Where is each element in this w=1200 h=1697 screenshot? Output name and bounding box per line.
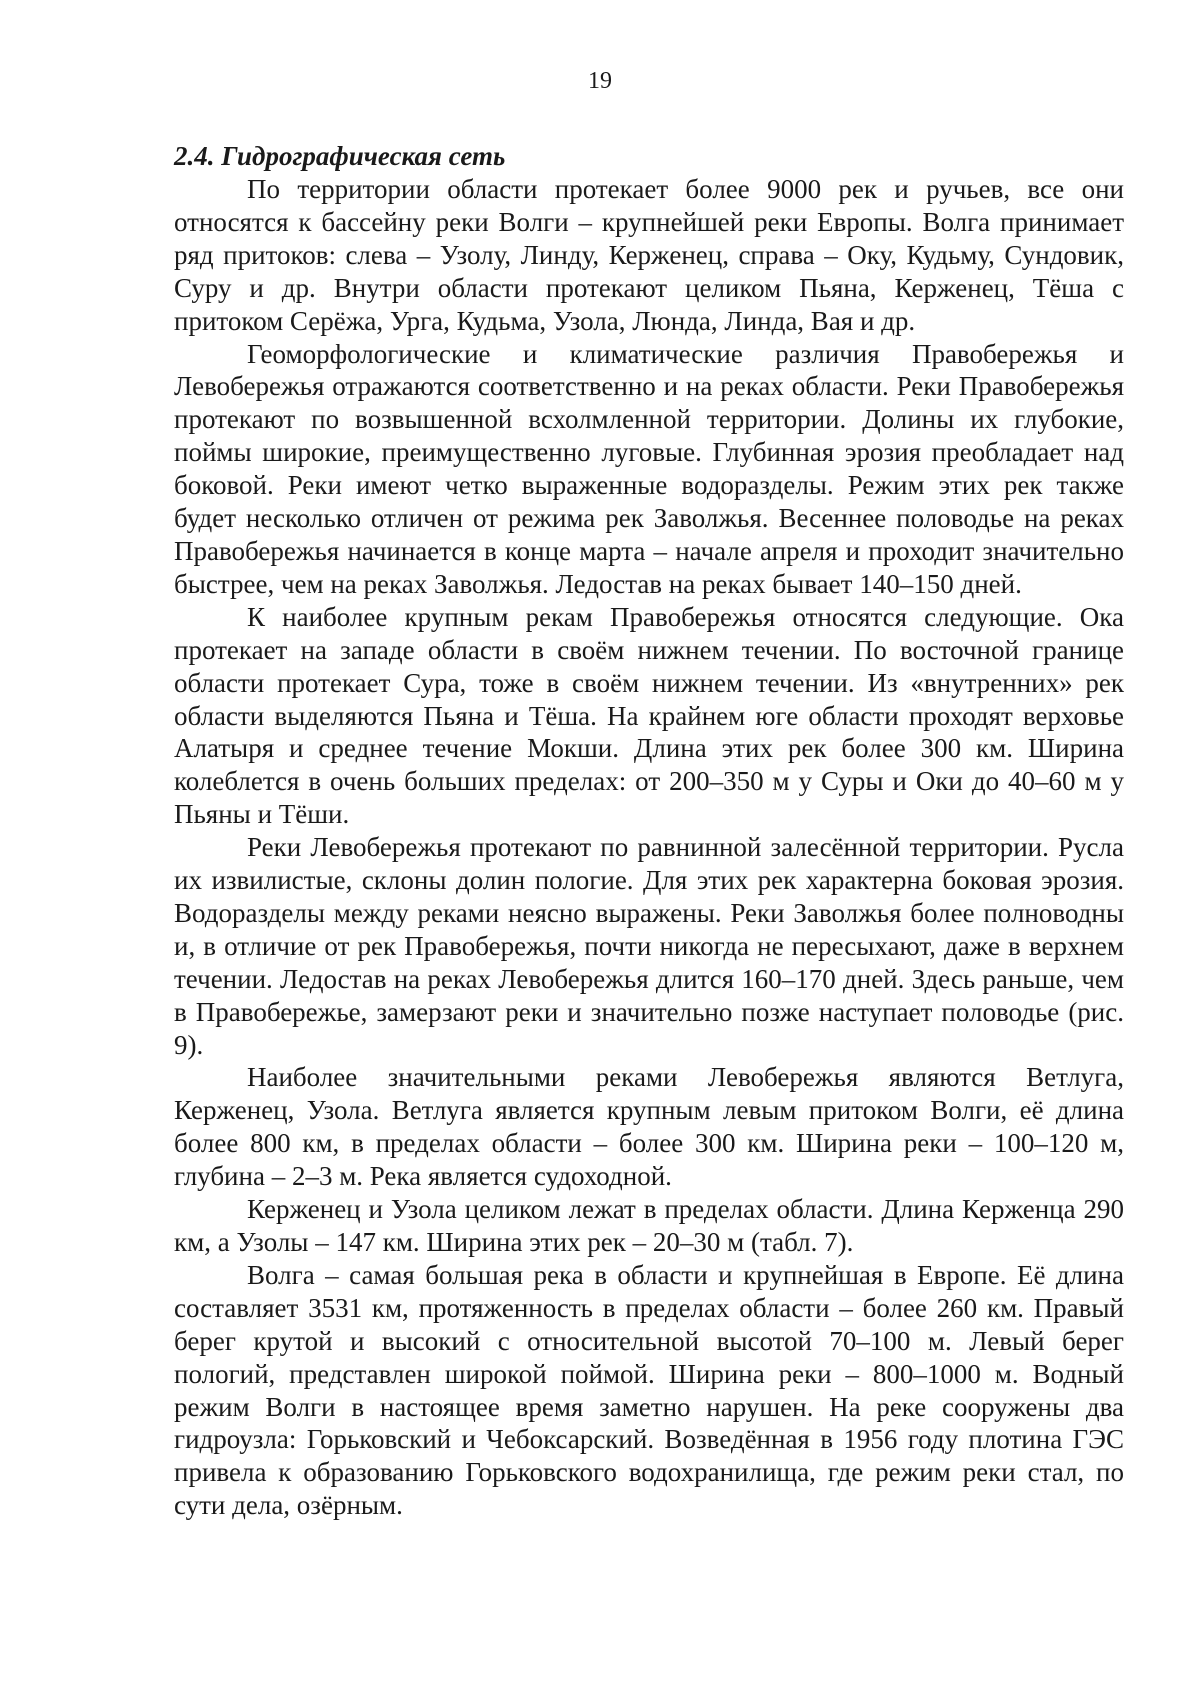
section-heading: 2.4. Гидрографическая сеть	[174, 141, 506, 171]
paragraph-kerzhenets-uzola: Керженец и Узола целиком лежат в пределах области. Длина Керженца 290 км, а Узолы – 147 км. Ширина этих рек – 20–30 м (табл. 7).	[174, 1194, 1124, 1257]
page-content	[174, 139, 1124, 1522]
page-number: 19	[588, 68, 612, 94]
paragraph-left-bank-rivers: Реки Левобережья протекают по равнинной залесённой территории. Русла их извилистые, склоны долин пологие. Для этих рек характерна боковая эрозия. Водоразделы между реками неясно выражены. Реки Заволжья более полноводны и, в отличие от рек Правобережья, почти никогда не пересыхают, даже в верхнем течении. Ледостав на реках Левобережья длится 160–170 дней. Здесь раньше, чем в Правобережье, замерзают реки и значительно позже наступает половодье (рис. 9).	[174, 832, 1124, 1060]
paragraph-rivers-overview: По территории области протекает более 9000 рек и ручьев, все они относятся к бассейну реки Волги – крупнейшей реки Европы. Волга принимает ряд притоков: слева – Узолу, Линду, Керженец, справа – Оку, Кудьму, Сундовик, Суру и др. Внутри области протекают целиком Пьяна, Керженец, Тёша с притоком Серёжа, Урга, Кудьма, Узола, Люнда, Линда, Вая и др.	[174, 174, 1124, 336]
paragraph-volga: Волга – самая большая река в области и крупнейшая в Европе. Её длина составляет 3531 км, протяженность в пределах области – более 260 км. Правый берег крутой и высокий с относительной высотой 70–100 м. Левый берег пологий, представлен широкой поймой. Ширина реки – 800–1000 м. Водный режим Волги в настоящее время заметно нарушен. На реке сооружены два гидроузла: Горьковский и Чебоксарский. Возведённая в 1956 году плотина ГЭС привела к образованию Горьковского водохранилища, где режим реки стал, по сути дела, озёрным.	[174, 1259, 1124, 1521]
paragraph-vetluga: Наиболее значительными реками Левобережья являются Ветлуга, Керженец, Узола. Ветлуга является крупным левым притоком Волги, её длина более 800 км, в пределах области – более 300 км. Ширина реки – 100–120 м, глубина – 2–3 м. Река является судоходной.	[174, 1062, 1124, 1192]
paragraph-right-left-bank-differences: Геоморфологические и климатические различия Правобережья и Левобережья отражаются соответственно и на реках области. Реки Правобережья протекают по возвышенной всхолмленной территории. Долины их глубокие, поймы широкие, преимущественно луговые. Глубинная эрозия преобладает над боковой. Реки имеют четко выраженные водоразделы. Режим этих рек также будет несколько отличен от режима рек Заволжья. Весеннее половодье на реках Правобережья начинается в конце марта – начале апреля и проходит значительно быстрее, чем на реках Заволжья. Ледостав на реках бывает 140–150 дней.	[174, 338, 1124, 599]
paragraph-right-bank-rivers: К наиболее крупным рекам Правобережья относятся следующие. Ока протекает на западе области в своём нижнем течении. По восточной границе области протекает Сура, тоже в своём нижнем течении. Из «внутренних» рек области выделяются Пьяна и Тёша. На крайнем юге области проходят верховье Алатыря и среднее течение Мокши. Длина этих рек более 300 км. Ширина колеблется в очень больших пределах: от 200–350 м у Суры и Оки до 40–60 м у Пьяны и Тёши.	[174, 601, 1124, 830]
